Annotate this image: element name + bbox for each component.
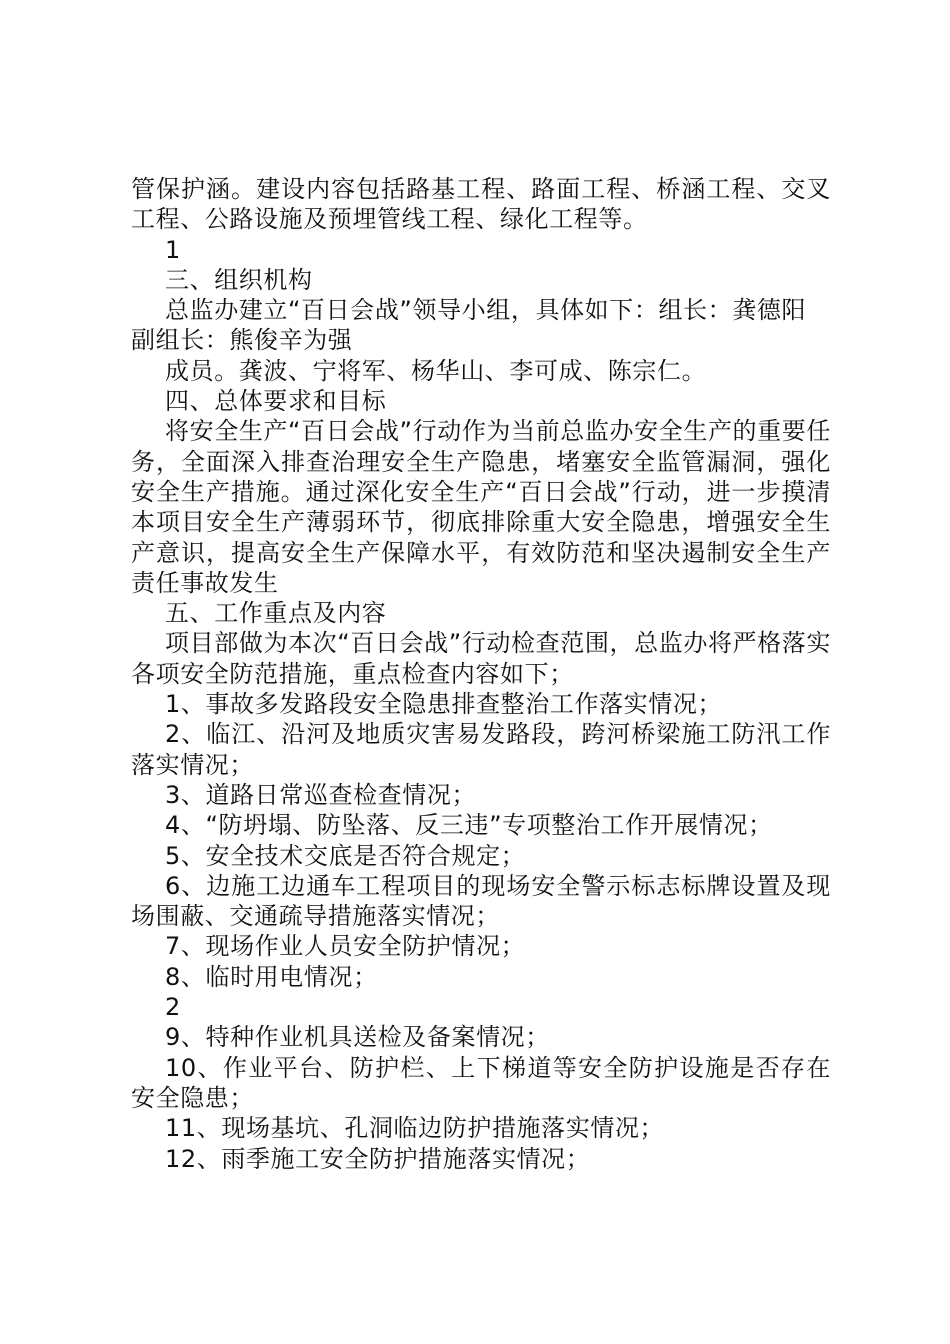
- list-item-8: 8、临时用电情况；: [165, 962, 378, 991]
- list-item-12: 12、雨季施工安全防护措施落实情况；: [165, 1144, 591, 1173]
- list-item-3: 3、道路日常巡查检查情况；: [165, 780, 477, 809]
- paragraph-requirements-body: 将安全生产“百日会战”行动作为当前总监办安全生产的重要任务，全面深入排查治理安全生产隐患，堵塞安全监管漏洞，强化安全生产措施。通过深化安全生产“百日会战”行动，进一步摸清本项目安全生产薄弱环节，彻底排除重大安全隐患，增强安全生产意识，提高安全生产保障水平，有效防范和坚决遏制安全生产责任事故发生: [131, 417, 831, 597]
- paragraph-leadership-group: 总监办建立“百日会战”领导小组，具体如下：组长：龚德阳: [165, 296, 807, 325]
- list-item-9: 9、特种作业机具送检及备案情况；: [165, 1023, 550, 1052]
- heading-work-focus: 五、工作重点及内容: [165, 599, 387, 628]
- heading-requirements-goals: 四、总体要求和目标: [165, 387, 387, 416]
- list-item-4: 4、“防坍塌、防坠落、反三违”专项整治工作开展情况；: [165, 811, 773, 840]
- list-item-1: 1、事故多发路段安全隐患排查整治工作落实情况；: [165, 690, 723, 719]
- paragraph-members: 成员。龚波、宁将军、杨华山、李可成、陈宗仁。: [165, 356, 707, 385]
- document-body: [131, 174, 831, 1174]
- page-number-1: 1: [165, 235, 181, 264]
- page-number-2: 2: [165, 993, 181, 1022]
- list-item-10: 10、作业平台、防护栏、上下梯道等安全防护设施是否存在安全隐患；: [131, 1053, 831, 1112]
- paragraph-project-scope: 管保护涵。建设内容包括路基工程、路面工程、桥涵工程、交叉工程、公路设施及预埋管线工程、绿化工程等。: [131, 175, 831, 234]
- paragraph-inspection-scope: 项目部做为本次“百日会战”行动检查范围，总监办将严格落实各项安全防范措施，重点检查内容如下；: [131, 629, 831, 688]
- list-item-2: 2、临江、沿河及地质灾害易发路段，跨河桥梁施工防汛工作落实情况；: [131, 720, 831, 779]
- heading-organization: 三、组织机构: [165, 265, 313, 294]
- list-item-6: 6、边施工边通车工程项目的现场安全警示标志标牌设置及现场围蔽、交通疏导措施落实情况；: [131, 871, 831, 931]
- paragraph-deputy-leader: 副组长：熊俊辛为强: [131, 326, 353, 355]
- list-item-5: 5、安全技术交底是否符合规定；: [165, 841, 526, 870]
- list-item-11: 11、现场基坑、孔洞临边防护措施落实情况；: [165, 1114, 665, 1143]
- list-item-7: 7、现场作业人员安全防护情况；: [165, 932, 526, 961]
